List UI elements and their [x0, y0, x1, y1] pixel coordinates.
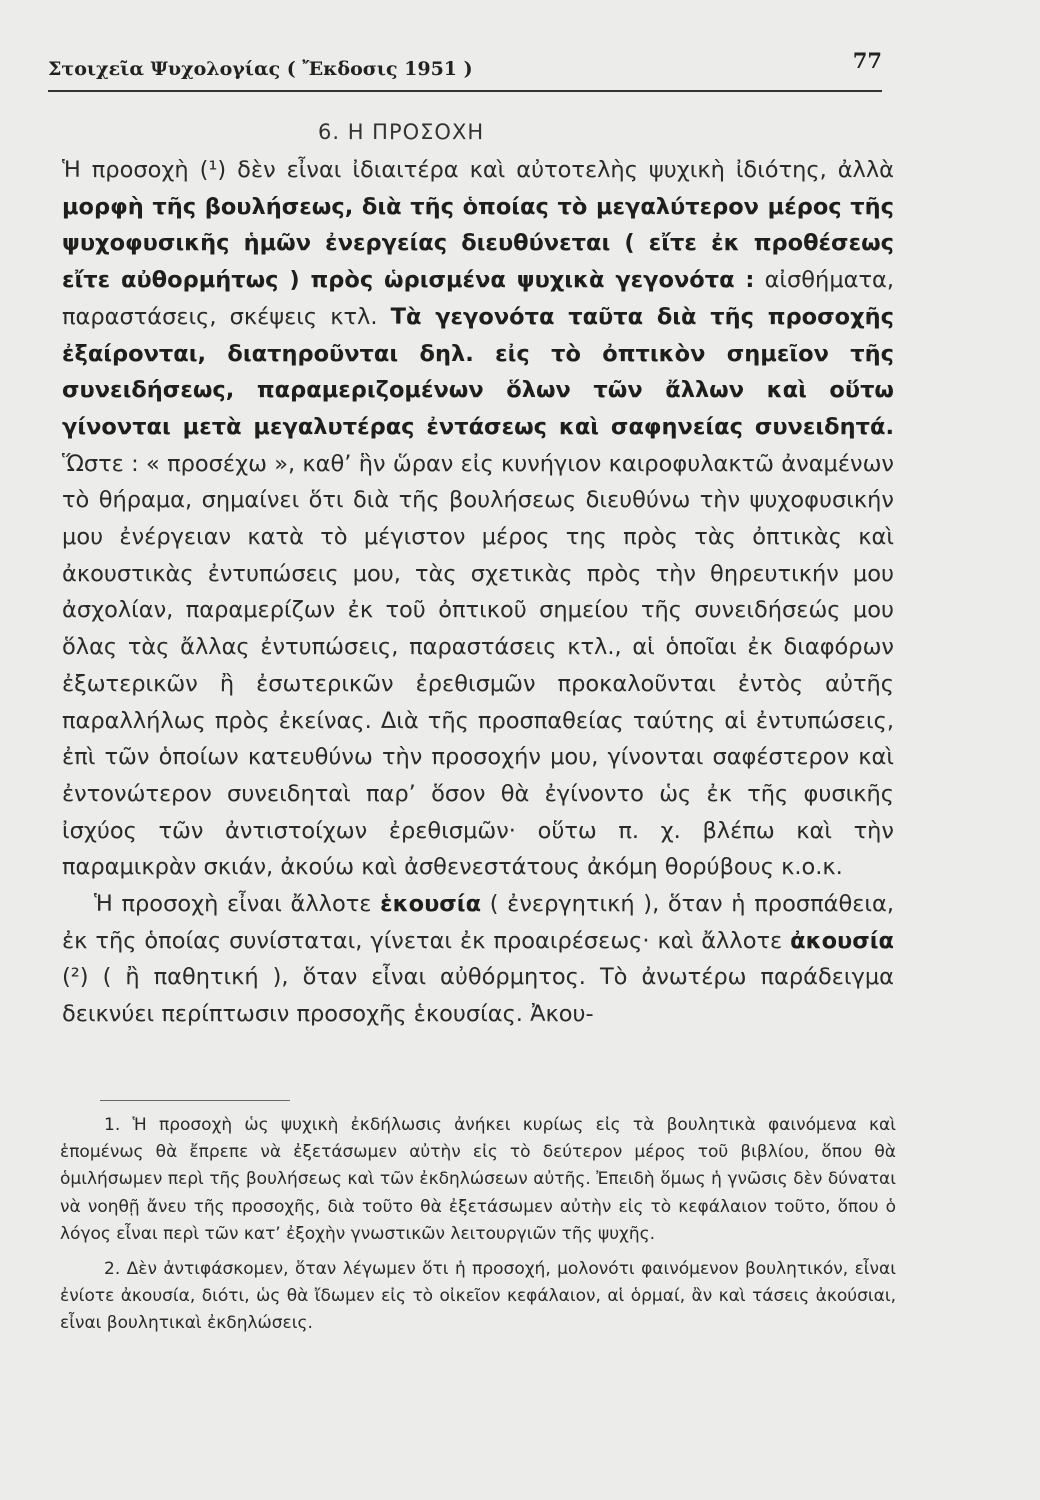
paragraph-1-text-e: Ὥστε : « προσέχω », καθ’ ἣν ὥραν εἰς κυνήγιον καιροφυλακτῶ ἀναμένων τὸ θήραμα, σημαίνει ὅτι διὰ τῆς βουλήσεως διευθύνω τὴν ψυχοφυσικήν μου ἐνέργειαν κατὰ τὸ μέγιστον μέρος της πρὸς τὰς ὀπτικὰς καὶ ἀκουστικὰς ἐντυπώσεις μου, τὰς σχετικὰς πρὸς τὴν θηρευτικήν μου ἀσχολίαν, παραμερίζων ἐκ τοῦ ὀπτικοῦ σημείου τῆς συνειδήσεώς μου ὅλας τὰς ἄλλας ἐντυπώσεις, παραστάσεις κτλ., αἱ ὁποῖαι ἐκ διαφόρων ἐξωτερικῶν ἢ ἐσωτερικῶν ἐρεθισμῶν προκαλοῦνται ἐντὸς αὐτῆς παραλλήλως πρὸς ἐκείνας. Διὰ τῆς προσπαθείας ταύτης αἱ ἐντυπώσεις, ἐπὶ τῶν ὁποίων κατευθύνω τὴν προσοχήν μου, γίνονται σαφέστερον καὶ ἐντονώτερον συνειδηταὶ παρ’ ὅσον θὰ ἐγίνοντο ὡς ἐκ τῆς φυσικῆς ἰσχύος τῶν ἀντιστοίχων ἐρεθισμῶν· οὕτω π. χ. βλέπω καὶ τὴν παραμικρὰν σκιάν, ἀκούω καὶ ἀσθενεστάτους ἀκόμη θορύβους κ.ο.κ.	[62, 450, 894, 881]
paragraph-1	[62, 152, 894, 886]
footnotes	[60, 1112, 896, 1338]
page-number: 77	[852, 48, 882, 73]
footnote-2: 2. Δὲν ἀντιφάσκομεν, ὅταν λέγωμεν ὅτι ἡ προσοχή, μολονότι φαινόμενον βουλητικόν, εἶναι ἐνίοτε ἀκουσία, διότι, ὡς θὰ ἴδωμεν εἰς τὸ οἰκεῖον κεφάλαιον, αἱ ὁρμαί, ἂν καὶ τάσεις ἀκούσιαι, εἶναι βουλητικαὶ ἐκδηλώσεις.	[60, 1259, 896, 1334]
paragraph-1-bold-b: Τὰ γεγονότα ταῦτα διὰ τῆς προσοχῆς ἐξαίρονται, διατηροῦνται δηλ. εἰς τὸ ὀπτικὸν σημεῖον τῆς συνειδήσεως, παραμεριζομένων ὅλων τῶν ἄλλων καὶ οὕτω γίνονται μετὰ μεγαλυτέρας ἐντάσεως καὶ σαφηνείας συνειδητά.	[62, 303, 894, 440]
term-ekousia: ἑκουσία	[380, 891, 482, 918]
paragraph-2	[62, 886, 894, 1033]
paragraph-2-text-a: Ἡ προσοχὴ εἶναι ἄλλοτε	[94, 891, 381, 918]
paragraph-1-text-c: αἰσθήματα, παραστάσεις, σκέψεις κτλ.	[62, 267, 894, 330]
paragraph-2-text-e: (²) ( ἢ παθητική ), ὅταν εἶναι αὐθόρμητος. Τὸ ἀνωτέρω παράδειγμα δεικνύει περίπτωσιν προσοχῆς ἑκουσίας. Ἀκου-	[62, 964, 894, 1028]
running-title: Στοιχεῖα Ψυχολογίας ( Ἔκδοσις 1951 )	[48, 58, 473, 80]
paragraph-2-text-c: ( ἐνεργητική ), ὅταν ἡ προσπάθεια, ἐκ τῆς ὁποίας συνίσταται, γίνεται ἐκ προαιρέσεως· καὶ ἄλλοτε	[62, 891, 894, 954]
paragraph-1-bold-a: μορφὴ τῆς βουλήσεως, διὰ τῆς ὁποίας τὸ μεγαλύτερον μέρος τῆς ψυχοφυσικῆς ἡμῶν ἐνεργείας διευθύνεται ( εἴτε ἐκ προθέσεως εἴτε αὐθορμήτως ) πρὸς ὡρισμένα ψυχικὰ γεγονότα :	[62, 193, 894, 294]
term-akousia: ἀκουσία	[790, 927, 894, 954]
section-title: 6. Η ΠΡΟΣΟΧΗ	[318, 120, 485, 144]
paragraph-1-text-a: Ἡ προσοχὴ (¹) δὲν εἶναι ἰδιαιτέρα καὶ αὐτοτελὴς ψυχικὴ ἰδιότης, ἀλλὰ	[62, 157, 894, 183]
footnote-separator	[100, 1100, 290, 1101]
footnote-1: 1. Ἡ προσοχὴ ὡς ψυχικὴ ἐκδήλωσις ἀνήκει κυρίως εἰς τὰ βουλητικὰ φαινόμενα καὶ ἑπομένως θὰ ἔπρεπε νὰ ἐξετάσωμεν αὐτὴν εἰς τὸ δεύτερον μέρος τοῦ βιβλίου, ὅπου θὰ ὁμιλήσωμεν περὶ τῆς βουλήσεως καὶ τῶν ἐκδηλώσεων αὐτῆς. Ἐπειδὴ ὅμως ἡ γνῶσις δὲν δύναται νὰ νοηθῇ ἄνευ τῆς προσοχῆς, διὰ τοῦτο θὰ ἐξετάσωμεν αὐτὴν εἰς τὸ κεφάλαιον τοῦτο, ὅπου ὁ λόγος εἶναι περὶ τῶν κατ’ ἐξοχὴν γνωστικῶν λειτουργιῶν τῆς ψυχῆς.	[60, 1115, 896, 1244]
running-head	[48, 48, 882, 92]
body-text	[62, 152, 894, 1033]
